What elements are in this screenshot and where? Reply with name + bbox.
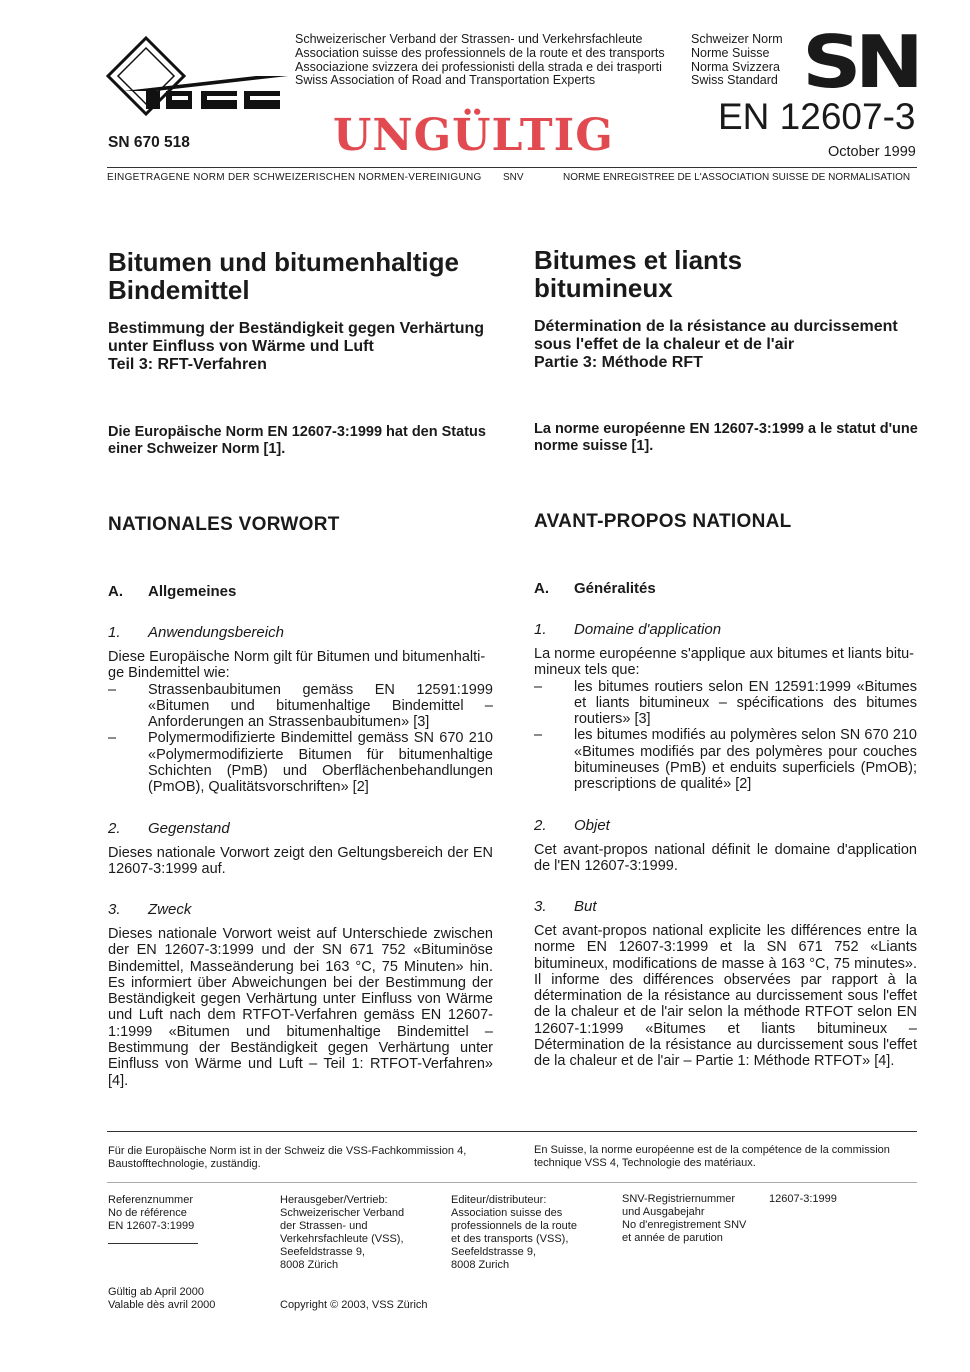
status-line: Die Europäische Norm EN 12607-3:1999 hat den Status <box>108 424 486 440</box>
subtitle-line: Détermination de la résistance au durcissement <box>534 318 898 335</box>
norm-type-lines <box>691 33 783 88</box>
subtitle-line: sous l'effet de la chaleur et de l'air <box>534 336 795 353</box>
publisher-line: Association suisse des <box>451 1207 563 1219</box>
publisher-line: Editeur/distributeur: <box>451 1194 547 1206</box>
norm-line: Norme Suisse <box>691 45 770 60</box>
french-column <box>534 246 919 372</box>
registered-right: NORME ENREGISTREE DE L'ASSOCIATION SUISSE DE NORMALISATION <box>563 172 911 183</box>
item-number: 1. <box>108 624 121 641</box>
french-item2-heading <box>534 817 610 834</box>
french-bullet-list <box>534 679 917 793</box>
german-item3-heading <box>108 901 191 918</box>
german-section-heading: NATIONALES VORWORT <box>108 514 340 535</box>
ref-line: EN 12607-3:1999 <box>108 1220 195 1232</box>
norm-line: Swiss Standard <box>691 73 778 88</box>
publisher-line: professionnels de la route <box>451 1220 577 1232</box>
snv-registration <box>622 1193 746 1245</box>
association-line: Swiss Association of Road and Transportation Experts <box>295 73 596 88</box>
publisher-line: et des transports (VSS), <box>451 1233 569 1245</box>
french-item2-body: Cet avant-propos national définit le domaine d'application de l'EN 12607-3:1999. <box>534 842 917 875</box>
german-title <box>108 248 493 304</box>
german-item2-heading <box>108 820 230 837</box>
footer-divider-2 <box>107 1182 917 1183</box>
snv-line: et année de parution <box>622 1232 723 1244</box>
association-line: Associazione svizzera dei professionisti della strada e dei trasporti <box>295 59 662 74</box>
status-line: La norme européenne EN 12607-3:1999 a le statut d'une <box>534 421 918 437</box>
vss-logo <box>106 36 288 116</box>
snv-line: und Ausgabejahr <box>622 1206 705 1218</box>
item-title: Gegenstand <box>148 820 230 837</box>
german-item2-body: Dieses nationale Vorwort zeigt den Geltungsbereich der EN 12607-3:1999 auf. <box>108 845 493 878</box>
association-line: Association suisse des professionnels de la route et des transports <box>295 45 665 60</box>
subsection-title: Généralités <box>574 580 656 597</box>
note-line: Für die Europäische Norm ist in der Schweiz die VSS-Fachkommission 4, <box>108 1145 467 1157</box>
publisher-line: Schweizerischer Verband <box>280 1207 405 1219</box>
list-item: – les bitumes routiers selon EN 12591:1999 «Bitumes et liants bitumineux – spécifications des bitumes routiers» [3] <box>534 679 917 728</box>
item-number: 3. <box>534 898 547 915</box>
ref-line: No de référence <box>108 1207 187 1219</box>
publisher-line: der Strassen- und <box>280 1220 368 1232</box>
list-item: – Strassenbaubitumen gemäss EN 12591:1999 «Bitumen und bitumenhaltige Bindemittel – Anforderungen an Strassenbaubitumen» [3] <box>108 682 493 731</box>
status-line: norme suisse [1]. <box>534 438 654 454</box>
publisher-line: Seefeldstrasse 9, <box>280 1246 365 1258</box>
subsection-title: Allgemeines <box>148 583 237 600</box>
title-line: Bitumes et liants <box>534 245 743 275</box>
validity-line: Gültig ab April 2000 <box>108 1286 205 1298</box>
german-status <box>108 424 508 458</box>
item-title: Anwendungsbereich <box>148 624 284 641</box>
item-number: 3. <box>108 901 121 918</box>
snv-line: SNV-Registriernummer <box>622 1193 736 1205</box>
intro-line: ge Bindemittel wie: <box>108 665 230 682</box>
french-item1-body <box>534 646 917 793</box>
german-subtitle <box>108 320 493 374</box>
intro-line: Diese Europäische Norm gilt für Bitumen und bitumenhalti- <box>108 649 486 665</box>
list-item: – Polymermodifizierte Bindemittel gemäss SN 670 210 «Polymermodifizierte Bitumen für bitumenhaltige Schichten (PmB) und Oberflächenbehandlungen (PmOB), Qualitätsvorschriften» [2] <box>108 730 493 795</box>
note-line: technique VSS 4, Technologie des matériaux. <box>534 1157 756 1169</box>
snv-value: 12607-3:1999 <box>769 1193 837 1205</box>
ref-line: Referenznummer <box>108 1194 193 1206</box>
german-item1-body <box>108 649 493 796</box>
registered-mid: SNV <box>503 172 524 183</box>
title-line: bitumineux <box>534 273 673 303</box>
title-line: Bindemittel <box>108 275 250 305</box>
invalid-stamp: UNGÜLTIG <box>333 110 614 161</box>
subsection-letter: A. <box>534 580 549 597</box>
french-item3-body: Cet avant-propos national explicite les différences entre la norme EN 12607-3:1999 et la SN 671 752 «Liants bitumineux, modifications de masse à 163 °C, 75 minutes». Il informe des différences observées par rapport à la détermination de la résistance au durcissement sous l'effet de la chaleur et de l'air selon la méthode RTFOT selon EN 12607-1:1999 «Bitumes et liants bitumineux – Détermination de la résistance au durcissement sous l'effet de la chaleur et de l'air – Partie 1: Méthode RTFOT» [4]. <box>534 923 917 1070</box>
french-section-heading: AVANT-PROPOS NATIONAL <box>534 511 792 532</box>
subtitle-line: unter Einfluss von Wärme und Luft <box>108 338 374 355</box>
publisher-line: 8008 Zurich <box>451 1259 510 1271</box>
reference-underline <box>108 1243 198 1244</box>
intro-line: La norme européenne s'applique aux bitumes et liants bitu- <box>534 646 915 662</box>
publisher-french <box>451 1194 577 1272</box>
copyright: Copyright © 2003, VSS Zürich <box>280 1299 428 1311</box>
snv-line: No d'enregistrement SNV <box>622 1219 747 1231</box>
item-number: 2. <box>534 817 547 834</box>
registered-left: EINGETRAGENE NORM DER SCHWEIZERISCHEN NORMEN-VEREINIGUNG <box>107 172 482 183</box>
french-subtitle <box>534 318 919 372</box>
german-item3-body: Dieses nationale Vorwort weist auf Unterschiede zwischen der EN 12607-3:1999 und der SN 671 752 «Bituminöse Bindemittel, Masseänderung bei 163 °C, 75 Minuten» hin. Es informiert über Abweichungen bei der Bestimmung der Beständigkeit gegen Verhärtung unter Einfluss von Wärme und Luft nach dem RTFOT-Verfahren gemäss EN 12607-1:1999 «Bitumen und bitumenhaltige Bindemittel – Bestimmung der Beständigkeit gegen Verhärtung unter Einfluss von Wärme und Luft – Teil 1: RTFOT-Verfahren» [4]. <box>108 926 493 1089</box>
association-names <box>295 33 665 88</box>
subsection-letter: A. <box>108 583 123 600</box>
note-line: En Suisse, la norme européenne est de la compétence de la commission <box>534 1144 890 1156</box>
french-title <box>534 246 919 302</box>
association-line: Schweizerischer Verband der Strassen- und Verkehrsfachleute <box>295 32 643 46</box>
publisher-line: Herausgeber/Vertrieb: <box>280 1194 388 1206</box>
french-item1-heading <box>534 621 721 638</box>
publisher-german <box>280 1194 404 1272</box>
french-item3-heading <box>534 898 597 915</box>
footer-divider <box>107 1131 917 1132</box>
intro-line: mineux tels que: <box>534 662 640 679</box>
subtitle-line: Teil 3: RFT-Verfahren <box>108 356 267 373</box>
note-line: Baustofftechnologie, zuständig. <box>108 1158 261 1170</box>
german-competence-note <box>108 1145 466 1171</box>
german-subsection-a <box>108 583 236 600</box>
item-number: 2. <box>108 820 121 837</box>
publisher-line: Verkehrsfachleute (VSS), <box>280 1233 404 1245</box>
header-divider <box>107 167 917 168</box>
german-item1-heading <box>108 624 284 641</box>
french-subsection-a <box>534 580 656 597</box>
publisher-line: 8008 Zürich <box>280 1259 339 1271</box>
subtitle-line: Bestimmung der Beständigkeit gegen Verhärtung <box>108 320 485 337</box>
validity <box>108 1286 215 1312</box>
publication-date: October 1999 <box>828 144 916 160</box>
item-title: Zweck <box>148 901 192 918</box>
standard-number: EN 12607-3 <box>718 96 916 137</box>
french-competence-note <box>534 1144 890 1170</box>
document-number: SN 670 518 <box>108 134 190 151</box>
reference-number <box>108 1194 194 1233</box>
item-title: Objet <box>574 817 610 834</box>
norm-line: Schweizer Norm <box>691 32 783 46</box>
list-item: – les bitumes modifiés au polymères selon SN 670 210 «Bitumes modifiés par des polymères pour couches bitumineuses (PmB) et enduits superficiels (PmOB); prescriptions de qualité» [2] <box>534 727 917 792</box>
item-title: But <box>574 898 597 915</box>
item-number: 1. <box>534 621 547 638</box>
item-title: Domaine d'application <box>574 621 722 638</box>
german-column <box>108 248 493 374</box>
sn-logo: SN <box>802 20 918 104</box>
subtitle-line: Partie 3: Méthode RFT <box>534 354 703 371</box>
title-line: Bitumen und bitumenhaltige <box>108 247 459 277</box>
publisher-line: Seefeldstrasse 9, <box>451 1246 536 1258</box>
french-status <box>534 421 924 455</box>
norm-line: Norma Svizzera <box>691 59 780 74</box>
status-line: einer Schweizer Norm [1]. <box>108 441 286 457</box>
german-bullet-list <box>108 682 493 796</box>
validity-line: Valable dès avril 2000 <box>108 1299 216 1311</box>
